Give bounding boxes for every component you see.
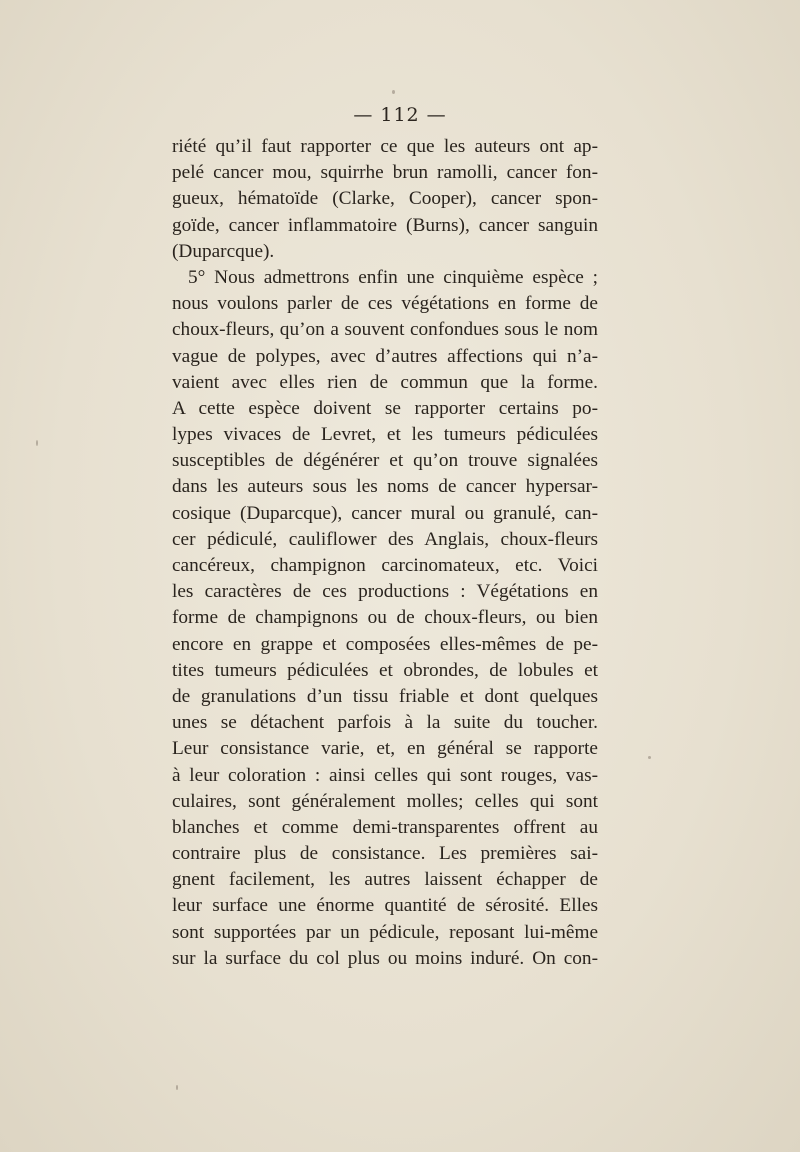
text-line: pelé cancer mou, squirrhe brun ramolli, cancer fon- bbox=[172, 162, 598, 184]
paper-speck bbox=[648, 756, 651, 759]
text-line: goïde, cancer inflammatoire (Burns), cancer sanguin bbox=[172, 214, 598, 236]
text-line: A cette espèce doivent se rapporter certains po- bbox=[172, 397, 598, 419]
body-text bbox=[172, 134, 598, 972]
text-line: nous voulons parler de ces végétations en forme de bbox=[172, 293, 598, 315]
text-line: gueux, hématoïde (Clarke, Cooper), cancer spon- bbox=[172, 188, 598, 210]
text-line: sur la surface du col plus ou moins induré. On con- bbox=[172, 947, 598, 969]
text-line: (Duparcque). bbox=[172, 240, 275, 262]
text-line: leur surface une énorme quantité de sérosité. Elles bbox=[172, 895, 598, 917]
text-line: cancéreux, champignon carcinomateux, etc. Voici bbox=[172, 555, 598, 576]
text-line: vaient avec elles rien de commun que la forme. bbox=[172, 371, 598, 393]
text-line: susceptibles de dégénérer et qu’on trouve signalées bbox=[172, 450, 598, 472]
text-line: riété qu’il faut rapporter ce que les auteurs ont ap- bbox=[172, 136, 598, 157]
paper-speck bbox=[36, 440, 38, 446]
text-line: à leur coloration : ainsi celles qui sont rouges, vas- bbox=[172, 764, 598, 786]
text-line: les caractères de ces productions : Végétations en bbox=[172, 581, 598, 603]
text-line: culaires, sont généralement molles; celles qui sont bbox=[172, 790, 598, 812]
text-line: sont supportées par un pédicule, reposant lui-même bbox=[172, 921, 598, 943]
text-line: lypes vivaces de Levret, et les tumeurs pédiculées bbox=[172, 424, 598, 446]
text-line: blanches et comme demi-transparentes offrent au bbox=[172, 816, 598, 838]
text-line: vague de polypes, avec d’autres affections qui n’a- bbox=[172, 345, 598, 367]
text-line: encore en grappe et composées elles-mêmes de pe- bbox=[172, 633, 598, 655]
text-line: unes se détachent parfois à la suite du toucher. bbox=[172, 712, 598, 734]
text-line: choux-fleurs, qu’on a souvent confondues sous le nom bbox=[172, 319, 598, 341]
page-number-header: — 112 — bbox=[353, 104, 447, 126]
text-line: de granulations d’un tissu friable et dont quelques bbox=[172, 685, 598, 707]
text-line: dans les auteurs sous les noms de cancer hypersar- bbox=[172, 476, 598, 498]
text-line: forme de champignons ou de choux-fleurs, ou bien bbox=[172, 607, 598, 629]
text-line: Leur consistance varie, et, en général se rapporte bbox=[172, 738, 598, 760]
paper-speck bbox=[392, 90, 395, 94]
text-line: cer pédiculé, cauliflower des Anglais, choux-fleurs bbox=[172, 528, 598, 550]
text-line: 5° Nous admettrons enfin une cinquième espèce ; bbox=[188, 266, 598, 288]
text-line: cosique (Duparcque), cancer mural ou granulé, can- bbox=[172, 502, 598, 524]
text-line: gnent facilement, les autres laissent échapper de bbox=[172, 869, 598, 891]
text-line: contraire plus de consistance. Les premières sai- bbox=[172, 843, 598, 865]
text-line: tites tumeurs pédiculées et obrondes, de lobules et bbox=[172, 659, 598, 681]
paper-speck bbox=[176, 1085, 178, 1090]
